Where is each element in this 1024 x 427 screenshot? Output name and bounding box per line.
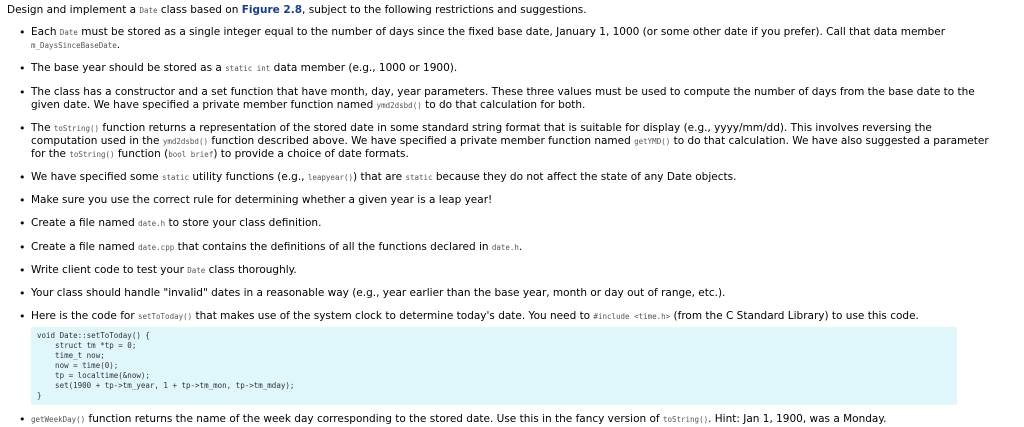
intro-text: class based on (157, 4, 242, 16)
text: class thoroughly. (205, 263, 297, 276)
list-item (31, 241, 1016, 254)
list-item (31, 310, 1016, 405)
text: utility functions (e.g., (189, 171, 308, 184)
text: The (31, 121, 54, 134)
text: Each (31, 26, 60, 39)
requirements-list (7, 26, 1016, 426)
text: data member (e.g., 1000 or 1900). (270, 62, 458, 75)
text: Here is the code for (31, 309, 138, 322)
code-getweekday: getWeekDay() (31, 415, 86, 424)
code-date-h: date.h (491, 242, 519, 252)
code-date: Date (139, 6, 158, 15)
code-block (31, 327, 957, 405)
text: Create a file named (31, 240, 139, 253)
text: function returns the name of the week day corresponding to the stored date. Use this in the fancy version of (85, 413, 663, 425)
text: The class has a constructor and a set function that have month, day, year parameters. These three values must be used to compute the number of days from the base date to the given date. We have specified a private member function named (31, 85, 975, 111)
text: to store your class definition. (165, 217, 322, 230)
code-include-time-h: #include <time.h> (593, 311, 671, 321)
code-tostring: toString() (53, 123, 100, 133)
code-settotoday: setToToday() (137, 311, 193, 321)
code-ymd2dsbd: ymd2dsbd() (376, 100, 422, 110)
code-ymd2dsbd: ymd2dsbd() (162, 136, 208, 146)
text: . Hint: Jan 1, 1900, was a Monday. (708, 413, 887, 425)
code-getymd: getYMD() (634, 136, 671, 146)
list-item (31, 86, 1016, 112)
text: that contains the definitions of all the functions declared in (174, 240, 492, 253)
code-line: time_t now; (37, 351, 105, 360)
code-static-int: static int (225, 64, 271, 74)
text: Write client code to test your (31, 263, 188, 276)
list-item (31, 62, 1016, 75)
text: to do that calculation for both. (421, 98, 586, 111)
text: function ( (114, 148, 169, 160)
text: must be stored as a single integer equal to the number of days since the fixed base date, January 1, 1000 (or some other date if you prefer). Call that data member (77, 26, 946, 39)
intro-paragraph (7, 4, 1016, 17)
code-leapyear: leapyear() (307, 173, 354, 183)
code-date: Date (187, 265, 206, 275)
list-item (31, 413, 1016, 426)
code-date-cpp: date.cpp (138, 242, 175, 252)
text: We have specified some (31, 171, 162, 184)
code-line: set(1900 + tp->tm_year, 1 + tp->tm_mon, tp->tm_mday); (37, 381, 295, 390)
text: Create a file named (31, 217, 139, 230)
code-tostring: toString() (662, 415, 709, 424)
intro-text: , subject to the following restrictions and suggestions. (302, 4, 587, 16)
code-line: struct tm *tp = 0; (37, 341, 137, 350)
list-item (31, 287, 1016, 300)
figure-reference: Figure 2.8 (241, 4, 303, 16)
text: to do that calculation. We have also suggested a parameter for the (31, 134, 989, 160)
text: function returns a representation of the stored date in some standard string format that is suitable for display (e.g., yyyy/mm/dd). This involves reversing the computation used in the (31, 121, 932, 147)
text: (from the C Standard Library) to use this code. (670, 309, 919, 322)
list-item (31, 26, 1016, 52)
list-item (31, 171, 1016, 184)
text: Make sure you use the correct rule for determining whether a given year is a leap year! (31, 194, 493, 207)
intro-text: Design and implement a (7, 4, 140, 16)
text: ) to provide a choice of date formats. (213, 148, 409, 160)
list-item (31, 122, 1016, 161)
code-date-h: date.h (138, 219, 166, 229)
code-static: static (161, 173, 190, 183)
code-line: } (37, 391, 42, 400)
text: The base year should be stored as a (31, 62, 226, 75)
code-line: now = time(0); (37, 361, 119, 370)
list-item (31, 217, 1016, 230)
text: Your class should handle "invalid" dates in a reasonable way (e.g., year earlier than the base year, month or day out of range, etc.). (31, 286, 726, 299)
code-date: Date (59, 28, 78, 38)
text: . (518, 240, 523, 253)
text: function described above. We have specified a private member function named (207, 134, 635, 147)
code-member-name: m_DaysSinceBaseDate (31, 41, 117, 51)
code-line: tp = localtime(&now); (37, 371, 150, 380)
text: that makes use of the system clock to determine today's date. You need to (192, 309, 594, 322)
code-static: static (405, 173, 433, 183)
list-item (31, 264, 1016, 277)
list-item (31, 194, 1016, 207)
text: because they do not affect the state of any Date objects. (432, 171, 737, 184)
code-tostring: toString() (69, 150, 115, 159)
text: ) that are (353, 171, 406, 184)
code-bool-brief: bool brief (168, 150, 214, 159)
text: . (116, 39, 121, 52)
code-line: void Date::setToToday() { (37, 331, 150, 340)
